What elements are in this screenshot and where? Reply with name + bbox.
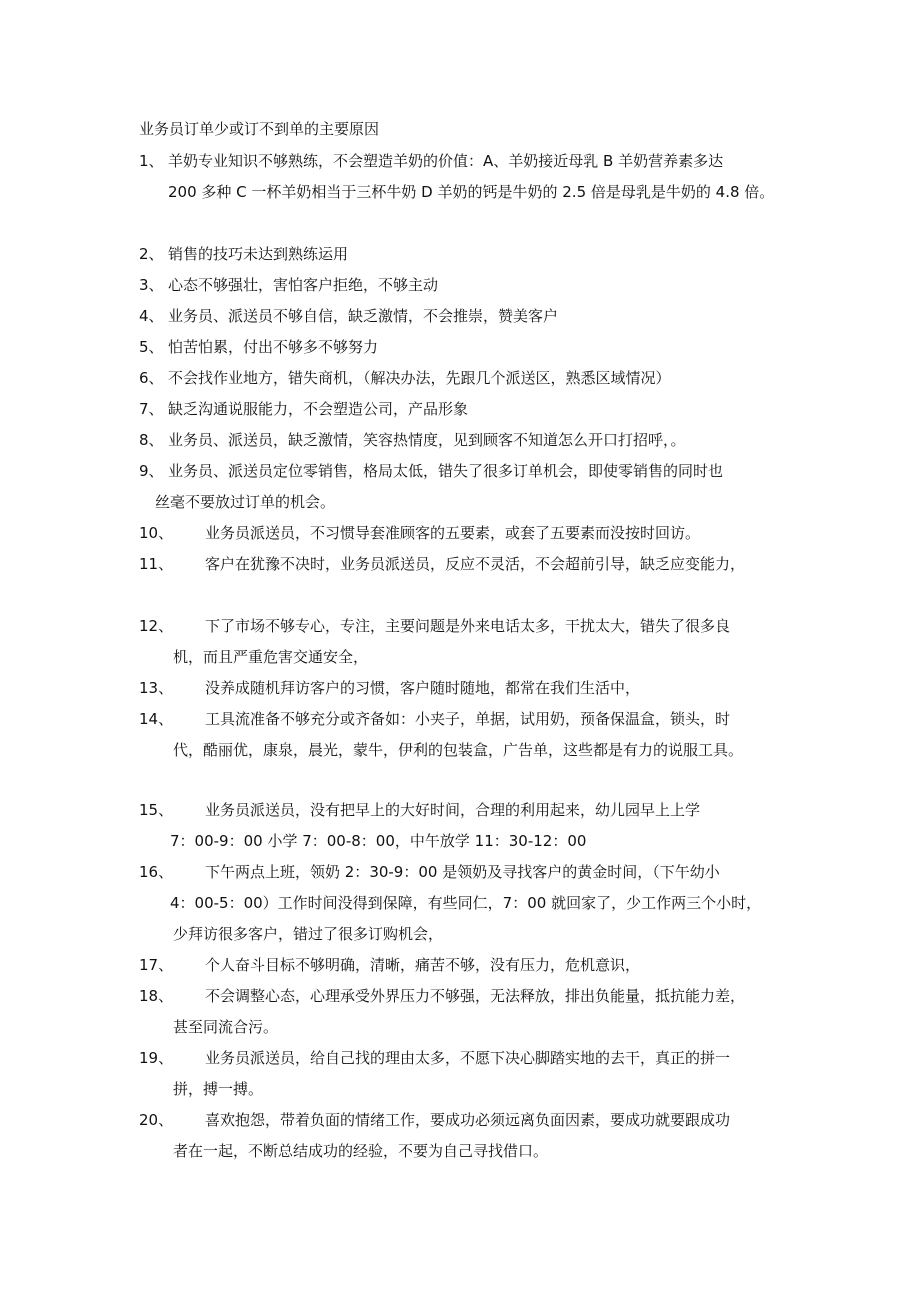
list-item-4 xyxy=(139,305,799,336)
item-text-continued: 拼，搏一搏。 xyxy=(173,1080,264,1098)
item-text-continued: 少拜访很多客户，错过了很多订购机会， xyxy=(173,925,444,943)
list-item-2 xyxy=(139,243,799,274)
list-item-9 xyxy=(139,460,799,522)
list-item-15 xyxy=(139,799,799,861)
item-text: 喜欢抱怨，带着负面的情绪工作，要成功必须远离负面因素，要成功就要跟成功 xyxy=(205,1111,731,1129)
item-number: 3、 xyxy=(139,276,164,294)
item-number: 5、 xyxy=(139,338,164,356)
list-item-11 xyxy=(139,553,799,584)
list-item-17 xyxy=(139,954,799,985)
item-text: 业务员、派送员定位零销售，格局太低，错失了很多订单机会，即使零销售的同时也 xyxy=(168,462,724,480)
item-number: 8、 xyxy=(139,431,164,449)
item-text: 业务员派送员，没有把早上的大好时间，合理的利用起来，幼儿园早上上学 xyxy=(205,801,701,819)
list-item-3 xyxy=(139,274,799,305)
list-item-10 xyxy=(139,522,799,553)
item-number: 6、 xyxy=(139,369,164,387)
item-text: 个人奋斗目标不够明确，清晰，痛苦不够，没有压力，危机意识， xyxy=(205,956,641,974)
list-item-13 xyxy=(139,677,799,708)
item-number: 10、 xyxy=(139,524,174,542)
list-item-18 xyxy=(139,985,799,1047)
item-number: 9、 xyxy=(139,462,164,480)
item-number: 1、 xyxy=(139,152,164,170)
item-text-continued: 代，酷丽优，康泉，晨光，蒙牛，伊利的包装盒，广告单，这些都是有力的说服工具。 xyxy=(173,741,744,759)
list-item-7 xyxy=(139,398,799,429)
item-text-continued: 甚至同流合污。 xyxy=(173,1018,279,1036)
item-text: 工具流准备不够充分或齐备如：小夹子，单据，试用奶，预备保温盒，锁头，时 xyxy=(205,710,731,728)
item-number: 18、 xyxy=(139,987,174,1005)
list-item-5 xyxy=(139,336,799,367)
item-number: 2、 xyxy=(139,245,164,263)
item-text: 不会找作业地方，错失商机，（解决办法，先跟几个派送区，熟悉区域情况） xyxy=(168,369,671,387)
item-text: 业务员、派送员，缺乏激情，笑容热情度，见到顾客不知道怎么开口打招呼，。 xyxy=(168,431,686,449)
item-text: 业务员派送员，给自己找的理由太多，不愿下决心脚踏实地的去干，真正的拼一 xyxy=(205,1049,731,1067)
item-text: 下了市场不够专心，专注，主要问题是外来电话太多，干扰太大，错失了很多良 xyxy=(205,617,731,635)
item-text: 心态不够强壮，害怕客户拒绝，不够主动 xyxy=(168,276,439,294)
list-item-14 xyxy=(139,708,799,770)
item-text: 业务员、派送员不够自信，缺乏激情，不会推崇，赞美客户 xyxy=(168,307,559,325)
list-item-20 xyxy=(139,1109,799,1171)
list-item-12 xyxy=(139,615,799,677)
item-text: 客户在犹豫不决时，业务员派送员，反应不灵活，不会超前引导，缺乏应变能力， xyxy=(205,555,746,573)
item-text: 销售的技巧未达到熟练运用 xyxy=(168,245,349,263)
item-text: 怕苦怕累，付出不够多不够努力 xyxy=(168,338,379,356)
list-item-6 xyxy=(139,367,799,398)
item-number: 20、 xyxy=(139,1111,174,1129)
item-number: 7、 xyxy=(139,400,164,418)
item-number: 17、 xyxy=(139,956,174,974)
list-item-16 xyxy=(139,861,799,954)
item-text-continued: 丝毫不要放过订单的机会。 xyxy=(155,493,336,511)
item-text: 羊奶专业知识不够熟练，不会塑造羊奶的价值：A、羊奶接近母乳 B 羊奶营养素多达 xyxy=(168,152,724,170)
item-text: 业务员派送员，不习惯导套准顾客的五要素，或套了五要素而没按时回访。 xyxy=(205,524,701,542)
item-text-continued: 200 多种 C 一杯羊奶相当于三杯牛奶 D 羊奶的钙是牛奶的 2.5 倍是母乳是牛奶的 4.8 倍。 xyxy=(168,183,775,201)
item-number: 15、 xyxy=(139,801,174,819)
item-text-continued: 7：00-9：00 小学 7：00-8：00，中午放学 11：30-12：00 xyxy=(170,832,587,850)
item-text: 下午两点上班，领奶 2：30-9：00 是领奶及寻找客户的黄金时间，（下午幼小 xyxy=(205,863,720,881)
item-text: 不会调整心态，心理承受外界压力不够强，无法释放，排出负能量，抵抗能力差， xyxy=(205,987,746,1005)
item-text: 没养成随机拜访客户的习惯，客户随时随地，都常在我们生活中， xyxy=(205,679,641,697)
item-text-continued: 4：00-5：00）工作时间没得到保障，有些同仁，7：00 就回家了，少工作两三个小时， xyxy=(170,894,762,912)
item-number: 12、 xyxy=(139,617,174,635)
document-title: 业务员订单少或订不到单的主要原因 xyxy=(139,120,380,138)
item-number: 19、 xyxy=(139,1049,174,1067)
item-number: 11、 xyxy=(139,555,174,573)
item-number: 16、 xyxy=(139,863,174,881)
item-number: 4、 xyxy=(139,307,164,325)
item-number: 13、 xyxy=(139,679,174,697)
item-text-continued: 机，而且严重危害交通安全， xyxy=(173,648,369,666)
list-item-19 xyxy=(139,1047,799,1109)
item-number: 14、 xyxy=(139,710,174,728)
item-text-continued: 者在一起，不断总结成功的经验，不要为自己寻找借口。 xyxy=(173,1142,549,1160)
item-text: 缺乏沟通说服能力，不会塑造公司，产品形象 xyxy=(168,400,469,418)
list-item-1 xyxy=(139,150,799,212)
list-item-8 xyxy=(139,429,799,460)
